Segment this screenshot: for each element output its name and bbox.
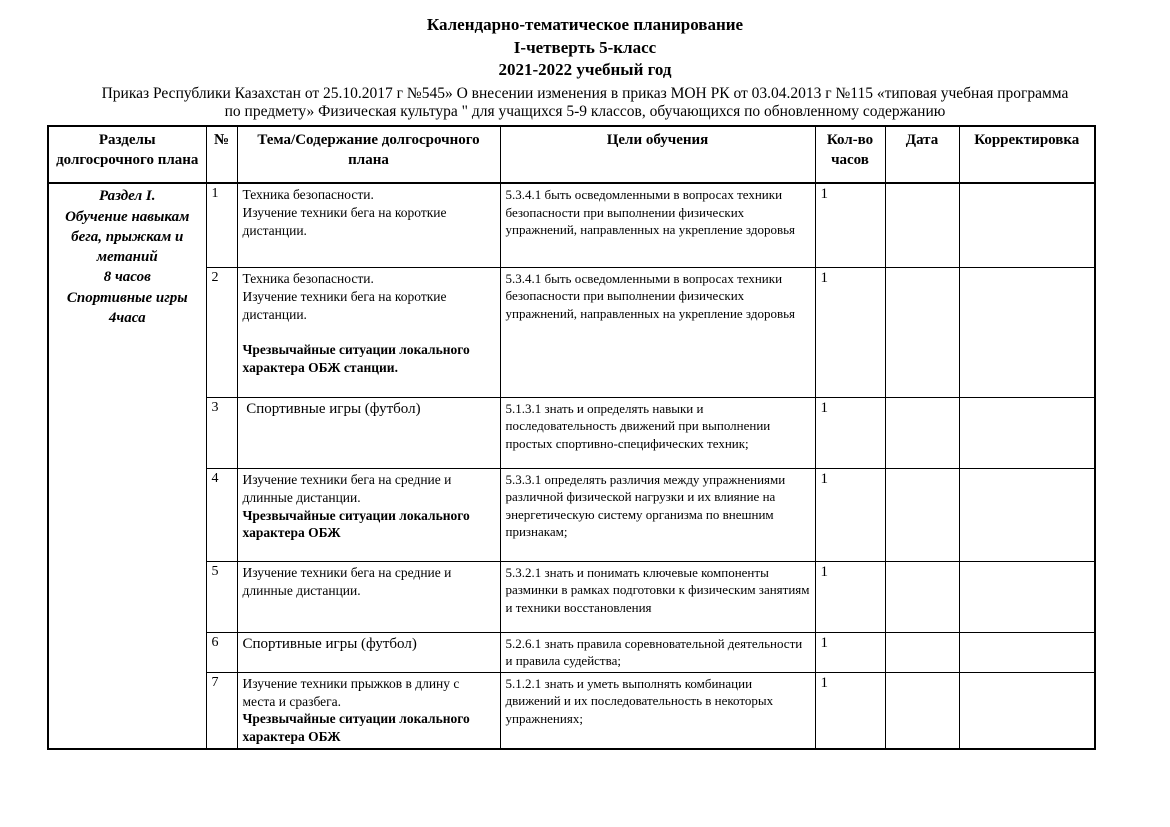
row-theme xyxy=(237,468,500,561)
theme-text-line: Изучение техники бега на средние и длинные дистанции. xyxy=(242,564,452,598)
row-date xyxy=(885,632,959,672)
col-header-correction: Корректировка xyxy=(959,126,1095,183)
row-theme xyxy=(237,183,500,267)
row-correction xyxy=(959,267,1095,397)
section-title-line: 4часа xyxy=(108,309,146,326)
row-hours: 1 xyxy=(815,267,885,397)
col-header-number: № xyxy=(206,126,237,183)
table-row xyxy=(48,183,1095,267)
theme-text-line: Изучение техники бега на короткие дистанции. xyxy=(242,288,447,322)
row-theme xyxy=(237,267,500,397)
theme-text-line: Изучение техники бега на короткие дистанции. xyxy=(242,205,447,239)
row-goals: 5.3.4.1 быть осведомленными в вопросах техники безопасности при выполнении физических упражнений, направленных на укрепление здоровья xyxy=(500,183,815,267)
row-hours: 1 xyxy=(815,468,885,561)
row-date xyxy=(885,561,959,632)
row-correction xyxy=(959,397,1095,468)
col-header-theme: Тема/Содержание долгосрочного плана xyxy=(237,126,500,183)
row-goals: 5.1.3.1 знать и определять навыки и последовательность движений при выполнении простых спортивно-специфических техник; xyxy=(500,397,815,468)
section-title-line: Обучение навыкам бега, прыжкам и метаний xyxy=(65,208,190,266)
row-number: 4 xyxy=(206,468,237,561)
row-theme xyxy=(237,561,500,632)
row-hours: 1 xyxy=(815,183,885,267)
page-subtitle-quarter: I-четверть 5-класс xyxy=(513,37,657,57)
page-title: Календарно-тематическое планирование xyxy=(426,15,744,34)
row-date xyxy=(885,468,959,561)
order-reference-text: Приказ Республики Казахстан от 25.10.2017 г №545» О внесении изменения в приказ МОН РК от 03.04.2013 г №115 «типовая учебная программа по предмету» Физическая культура " для учащихся 5-9 классов, обучающихся по обновленному содержанию xyxy=(101,84,1069,120)
row-date xyxy=(885,183,959,267)
row-goals: 5.3.3.1 определять различия между упражнениями различной физической нагрузки и их влияние на энергетическую систему организма по внешним признакам; xyxy=(500,468,815,561)
row-correction xyxy=(959,632,1095,672)
row-date xyxy=(885,267,959,397)
row-hours: 1 xyxy=(815,397,885,468)
row-number: 1 xyxy=(206,183,237,267)
theme-text-line: Чрезвычайные ситуации локального характера ОБЖ станции. xyxy=(242,342,470,376)
col-header-sections: Разделы долгосрочного плана xyxy=(48,126,206,183)
row-goals: 5.3.4.1 быть осведомленными в вопросах техники безопасности при выполнении физических упражнений, направленных на укрепление здоровья xyxy=(500,267,815,397)
section-title-line: 8 часов xyxy=(103,269,151,286)
col-header-hours: Кол-во часов xyxy=(815,126,885,183)
row-number: 7 xyxy=(206,672,237,749)
theme-text-line: Чрезвычайные ситуации локального характера ОБЖ xyxy=(242,507,470,541)
theme-text-line: Техника безопасности. xyxy=(242,270,374,286)
row-number: 3 xyxy=(206,397,237,468)
page-subtitle-year: 2021-2022 учебный год xyxy=(498,60,672,80)
table-row xyxy=(48,468,1095,561)
theme-text-line: Изучение техники бега на средние и длинные дистанции. xyxy=(242,471,452,505)
table-row xyxy=(48,561,1095,632)
row-correction xyxy=(959,183,1095,267)
row-number: 6 xyxy=(206,632,237,672)
row-hours: 1 xyxy=(815,561,885,632)
row-hours: 1 xyxy=(815,672,885,749)
section-title-cell xyxy=(48,183,206,749)
row-theme xyxy=(237,672,500,749)
table-row xyxy=(48,672,1095,749)
row-theme xyxy=(237,632,500,672)
row-goals: 5.3.2.1 знать и понимать ключевые компоненты разминки в рамках подготовки к физическим занятиям и техники восстановления xyxy=(500,561,815,632)
row-number: 2 xyxy=(206,267,237,397)
row-correction xyxy=(959,561,1095,632)
row-hours: 1 xyxy=(815,632,885,672)
theme-text-line: Техника безопасности. xyxy=(242,187,374,203)
theme-text-line: Изучение техники прыжков в длину с места и сразбега. xyxy=(242,675,460,709)
row-date xyxy=(885,672,959,749)
section-title-line: Раздел I. xyxy=(98,188,156,205)
table-header-row xyxy=(48,126,1095,183)
row-correction xyxy=(959,672,1095,749)
table-body xyxy=(48,183,1095,749)
row-goals: 5.2.6.1 знать правила соревновательной деятельности и правила судейства; xyxy=(500,632,815,672)
theme-text-line: Чрезвычайные ситуации локального характера ОБЖ xyxy=(242,711,470,745)
row-theme xyxy=(237,397,500,468)
row-date xyxy=(885,397,959,468)
section-title-line: Спортивные игры xyxy=(66,289,188,306)
row-number: 5 xyxy=(206,561,237,632)
theme-text-line xyxy=(243,323,495,341)
planning-table xyxy=(47,125,1096,750)
col-header-goals: Цели обучения xyxy=(500,126,815,183)
table-row xyxy=(48,397,1095,468)
col-header-date: Дата xyxy=(885,126,959,183)
table-row xyxy=(48,267,1095,397)
theme-text-line: Спортивные игры (футбол) xyxy=(242,400,421,417)
row-correction xyxy=(959,468,1095,561)
row-goals: 5.1.2.1 знать и уметь выполнять комбинации движений и их последовательность в некоторых упражнениях; xyxy=(500,672,815,749)
theme-text-line: Спортивные игры (футбол) xyxy=(242,635,417,652)
table-row xyxy=(48,632,1095,672)
